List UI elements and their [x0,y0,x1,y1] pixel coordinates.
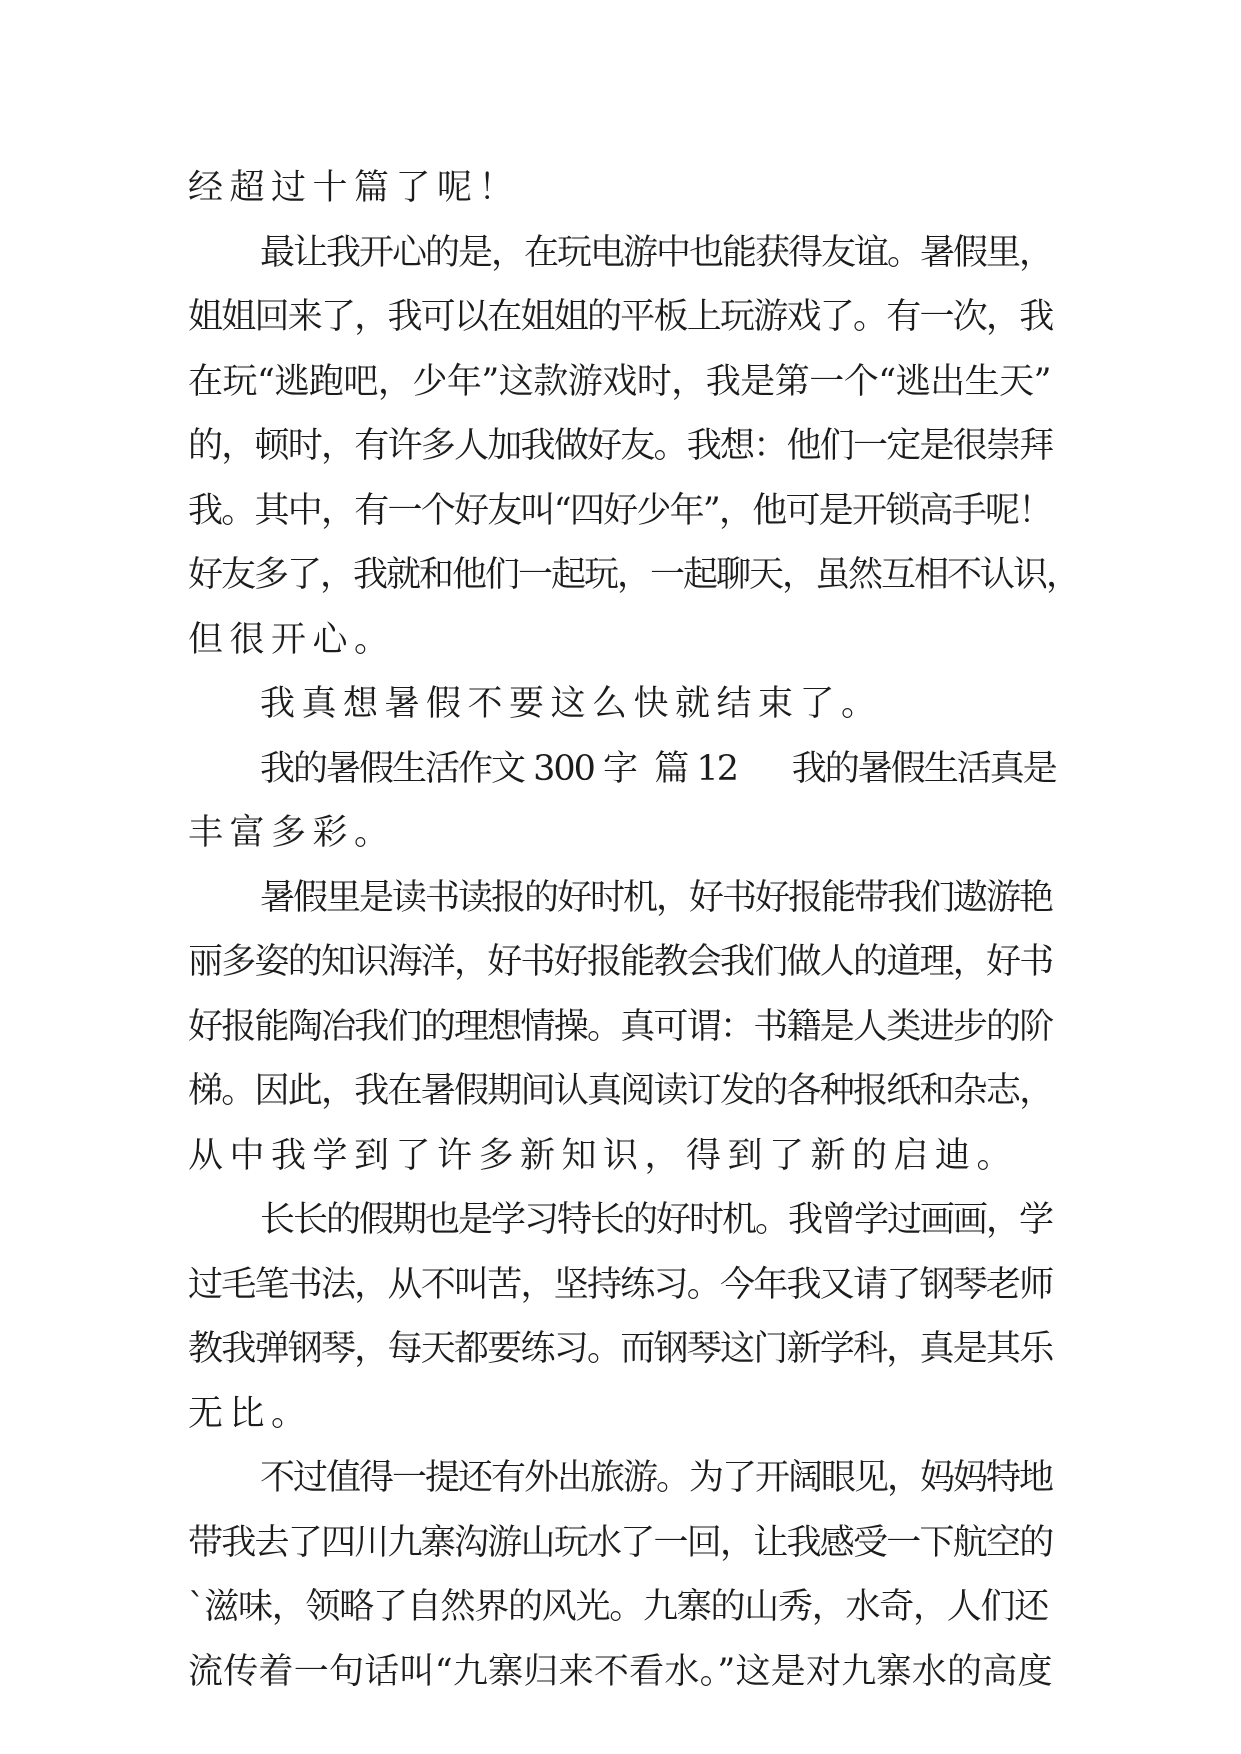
text-line: `滋味，领略了自然界的风光。九寨的山秀，水奇，人们还 [188,1587,1049,1627]
text-line: 好报能陶冶我们的理想情操。真可谓：书籍是人类进步的阶 [188,1006,1053,1047]
text-line: 梯。因此，我在暑假期间认真阅读订发的各种报纸和杂志， [188,1071,1053,1111]
document-body [188,156,1080,1704]
text-line: 长长的假期也是学习特长的好时机。我曾学过画画，学 [260,1200,1053,1240]
text-line: 姐姐回来了，我可以在姐姐的平板上玩游戏了。有一次，我 [188,297,1053,337]
text-line: 好友多了，我就和他们一起玩，一起聊天，虽然互相不认识， [188,555,1080,595]
text-line: 从中我学到了许多新知识，得到了新的启迪。 [188,1135,1019,1176]
text-line: 但很开心。 [188,619,396,660]
text-line: 在玩“逃跑吧，少年”这款游戏时，我是第一个“逃出生天” [188,361,1052,402]
text-line: 的，顿时，有许多人加我做好友。我想：他们一定是很崇拜 [188,426,1053,466]
text-line: 丰富多彩。 [188,813,396,853]
text-line: 丽多姿的知识海洋，好书好报能教会我们做人的道理，好书 [188,942,1053,982]
text-line: 我的暑假生活作文 300 字 篇 12 我的暑假生活真是 [260,748,1056,789]
text-line: 我真想暑假不要这么快就结束了。 [260,684,883,724]
text-line: 不过值得一提还有外出旅游。为了开阔眼见，妈妈特地 [260,1458,1053,1498]
text-line: 无比。 [188,1393,313,1434]
text-line: 最让我开心的是，在玩电游中也能获得友谊。暑假里， [260,232,1053,273]
text-line: 暑假里是读书读报的好时机，好书好报能带我们遨游艳 [260,877,1053,918]
text-line: 经超过十篇了呢！ [188,168,521,208]
text-line: 流传着一句话叫“九寨归来不看水。”这是对九寨水的高度 [188,1651,1053,1692]
text-line: 过毛笔书法，从不叫苦，坚持练习。今年我又请了钢琴老师 [188,1264,1053,1305]
text-line: 我。其中，有一个好友叫“四好少年”，他可是开锁高手呢！ [188,490,1052,531]
text-line: 带我去了四川九寨沟游山玩水了一回，让我感受一下航空的 [188,1522,1053,1563]
text-line: 教我弹钢琴，每天都要练习。而钢琴这门新学科，真是其乐 [188,1329,1053,1369]
